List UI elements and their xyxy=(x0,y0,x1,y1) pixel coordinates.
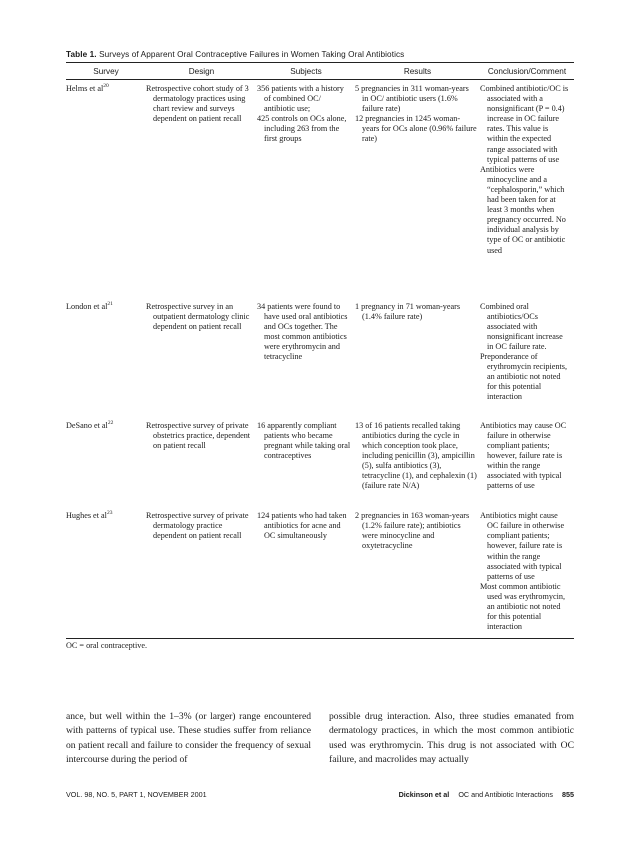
cell-subjects xyxy=(257,84,355,256)
results-entry: 2 pregnancies in 163 woman-years (1.2% failure rate); antibiotics were minocycline and oxytetracycline xyxy=(355,511,470,551)
conclusion-entry: Combined oral antibiotics/OCs associated with nonsignificant increase in OC failure rate. xyxy=(480,301,563,351)
table-caption xyxy=(66,50,574,59)
conclusion-entry: Antibiotics may cause OC failure in otherwise compliant patients; however, failure rate is within the range associated with typical patterns of use xyxy=(480,420,567,491)
header-conclusion: Conclusion/Comment xyxy=(487,67,567,76)
table-header-row xyxy=(66,63,574,80)
cell-results xyxy=(355,421,480,492)
survey-name: DeSano et al xyxy=(66,420,108,430)
cell-design xyxy=(146,511,257,632)
header-survey: Survey xyxy=(93,67,119,76)
header-results: Results xyxy=(403,67,432,76)
results-entry: 12 pregnancies in 1245 woman-years for OCs alone (0.96% failure rate) xyxy=(355,114,477,144)
table-title: Surveys of Apparent Oral Contraceptive Failures in Women Taking Oral Antibiotics xyxy=(99,50,405,59)
body-text xyxy=(66,710,574,767)
header-design: Design xyxy=(188,67,215,76)
journal-issue: VOL. 98, NO. 5, PART 1, NOVEMBER 2001 xyxy=(66,790,207,799)
results-entry: 13 of 16 patients recalled taking antibiotics during the cycle in which conception took place, including penicillin (3), ampicillin (5), sulfa antibiotics (3), tetracycline (1), and cephalexin (1) (failure rate N/A) xyxy=(355,420,477,491)
cell-conclusion xyxy=(480,511,574,632)
table-section xyxy=(66,50,574,650)
conclusion-entry: Antibiotics were minocycline and a “cephalosporin,” which had been taken for at least 3 months when pregnancy occurred. No individual analysis by type of OC or antibiotic used xyxy=(480,164,566,255)
survey-name: Hughes et al xyxy=(66,511,107,521)
reference-number: 22 xyxy=(107,419,114,426)
subjects-entry: 16 apparently compliant patients who became pregnant while taking oral contraceptives xyxy=(257,420,351,460)
survey-name: London et al xyxy=(66,301,108,311)
body-column-right: possible drug interaction. Also, three studies emanated from dermatology practices, in which the most common antibiotic used was erythromycin. This drug is not associated with OC failure, and macrolides may actually xyxy=(329,711,574,765)
conclusion-entry: Antibiotics might cause OC failure in otherwise compliant patients; however, failure rate is within the range associated with typical patterns of use xyxy=(480,511,565,581)
design-entry: Retrospective survey of private obstetrics practice, dependent on patient recall xyxy=(146,420,251,450)
subjects-entry: 34 patients were found to have used oral antibiotics and OCs together. The most common antibiotics were erythromycin and tetracycline xyxy=(257,301,348,362)
cell-survey xyxy=(66,511,146,632)
running-head-title: OC and Antibiotic Interactions xyxy=(458,790,553,799)
table-footnote: OC = oral contraceptive. xyxy=(66,641,148,651)
cell-survey xyxy=(66,84,146,256)
running-head-authors: Dickinson et al xyxy=(398,790,450,799)
cell-subjects xyxy=(257,421,355,492)
table-row xyxy=(66,302,574,421)
cell-design xyxy=(146,302,257,403)
design-entry: Retrospective survey of private dermatology practice dependent on patient recall xyxy=(146,511,249,541)
cell-subjects xyxy=(257,511,355,632)
reference-number: 23 xyxy=(106,510,113,517)
conclusion-entry: Combined antibiotic/OC is associated with a nonsignificant (P = 0.4) increase in OC failure rates. This value is within the expected range associated with typical patterns of use xyxy=(480,84,569,164)
reference-number: 20 xyxy=(103,83,109,89)
cell-conclusion xyxy=(480,302,574,403)
conclusion-entry: Most common antibiotic used was erythromycin, an antibiotic not noted for this potential interaction xyxy=(480,581,565,632)
table-row xyxy=(66,421,574,512)
results-entry: 1 pregnancy in 71 woman-years (1.4% failure rate) xyxy=(355,301,461,321)
cell-subjects xyxy=(257,302,355,403)
reference-number: 21 xyxy=(107,300,113,307)
table-row xyxy=(66,511,574,638)
cell-conclusion xyxy=(480,84,574,256)
conclusion-entry: Preponderance of erythromycin recipients, an antibiotic not noted for this potential interaction xyxy=(480,352,568,402)
results-entry: 5 pregnancies in 311 woman-years in OC/ antibiotic users (1.6% failure rate) xyxy=(355,84,469,114)
design-entry: Retrospective cohort study of 3 dermatology practices using chart review and surveys dependent on patient recall xyxy=(146,84,249,124)
cell-results xyxy=(355,302,480,403)
page-footer xyxy=(66,790,574,799)
survey-name: Helms et al xyxy=(66,84,104,93)
header-subjects: Subjects xyxy=(290,67,322,76)
subjects-entry: 124 patients who had taken antibiotics for acne and OC simultaneously xyxy=(257,511,347,541)
cell-design xyxy=(146,84,257,256)
subjects-entry: 356 patients with a history of combined OC/ antibiotic use; xyxy=(257,84,344,114)
design-entry: Retrospective survey in an outpatient dermatology clinic dependent on patient recall xyxy=(146,301,250,331)
cell-survey xyxy=(66,421,146,492)
table-row xyxy=(66,80,574,302)
cell-design xyxy=(146,421,257,492)
cell-conclusion xyxy=(480,421,574,492)
table-body xyxy=(66,80,574,638)
subjects-entry: 425 controls on OCs alone, including 263 from the first groups xyxy=(257,114,347,144)
page-number: 855 xyxy=(562,790,574,799)
running-head xyxy=(392,790,574,799)
cell-results xyxy=(355,511,480,632)
table-number: Table 1. xyxy=(66,50,97,59)
cell-results xyxy=(355,84,480,256)
cell-survey xyxy=(66,302,146,403)
body-column-left: ance, but well within the 1–3% (or larger) range encountered with patterns of typical use. These studies suffer from reliance on patient recall and failure to consider the frequency of sexual intercourse during the period of xyxy=(66,711,311,765)
